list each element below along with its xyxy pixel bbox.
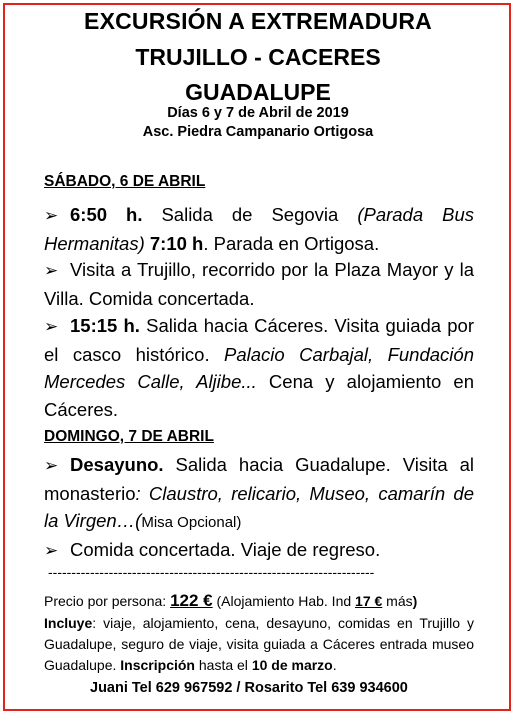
contact-phones: Juani Tel 629 967592 / Rosarito Tel 639 934600 (90, 680, 408, 696)
title: EXCURSIÓN A EXTREMADURA (84, 8, 432, 34)
arrow-bullet-icon: ➢ (44, 541, 59, 560)
sunday-heading: DOMINGO, 7 DE ABRIL (44, 428, 214, 445)
price-line: Precio por persona: 122 € (Alojamiento Hab. Ind 17 € más) (44, 591, 418, 610)
organizer: Asc. Piedra Campanario Ortigosa (142, 124, 374, 140)
saturday-item-caceres: ➢ 15:15 h. Salida hacia Cáceres. Visita guiada por el casco histórico. Palacio Carbajal, Fundación Mercedes Calle, Aljibe... Cena y alojamiento en Cáceres. (44, 315, 474, 420)
price-amount: 122 € (170, 591, 213, 610)
single-room-supplement: 17 € (355, 593, 383, 609)
sunday-item-guadalupe: ➢ Desayuno. Salida hacia Guadalupe. Visita al monasterio: Claustro, relicario, Museo, camarín de la Virgen…(Misa Opcional) (44, 454, 474, 531)
subtitle-route: TRUJILLO - CACERES (135, 44, 381, 70)
sunday-item-return: ➢ Comida concertada. Viaje de regreso. (44, 536, 474, 565)
arrow-bullet-icon: ➢ (44, 206, 59, 225)
trip-dates: Días 6 y 7 de Abril de 2019 (167, 105, 349, 121)
includes-paragraph: Incluye: viaje, alojamiento, cena, desayuno, comidas en Trujillo y Guadalupe, seguro de viaje, visita guiada a Cáceres entrada museo Guadalupe. Inscripción hasta el 10 de marzo. (44, 615, 474, 673)
separator-line: ---------------------------------------------------------------------- (48, 564, 375, 580)
subtitle-destination: GUADALUPE (185, 79, 331, 105)
saturday-item-trujillo: ➢ Visita a Trujillo, recorrido por la Plaza Mayor y la Villa. Comida concertada. (44, 259, 474, 309)
saturday-item-departure: ➢ 6:50 h. Salida de Segovia (Parada Bus Hermanitas) 7:10 h. Parada en Ortigosa. (44, 204, 475, 254)
departure-time: 6:50 h. (70, 204, 143, 225)
arrow-bullet-icon: ➢ (44, 261, 59, 280)
saturday-heading: SÁBADO, 6 DE ABRIL (44, 173, 206, 190)
registration-deadline: 10 de marzo (251, 657, 333, 673)
arrow-bullet-icon: ➢ (44, 317, 59, 336)
arrow-bullet-icon: ➢ (44, 456, 59, 475)
